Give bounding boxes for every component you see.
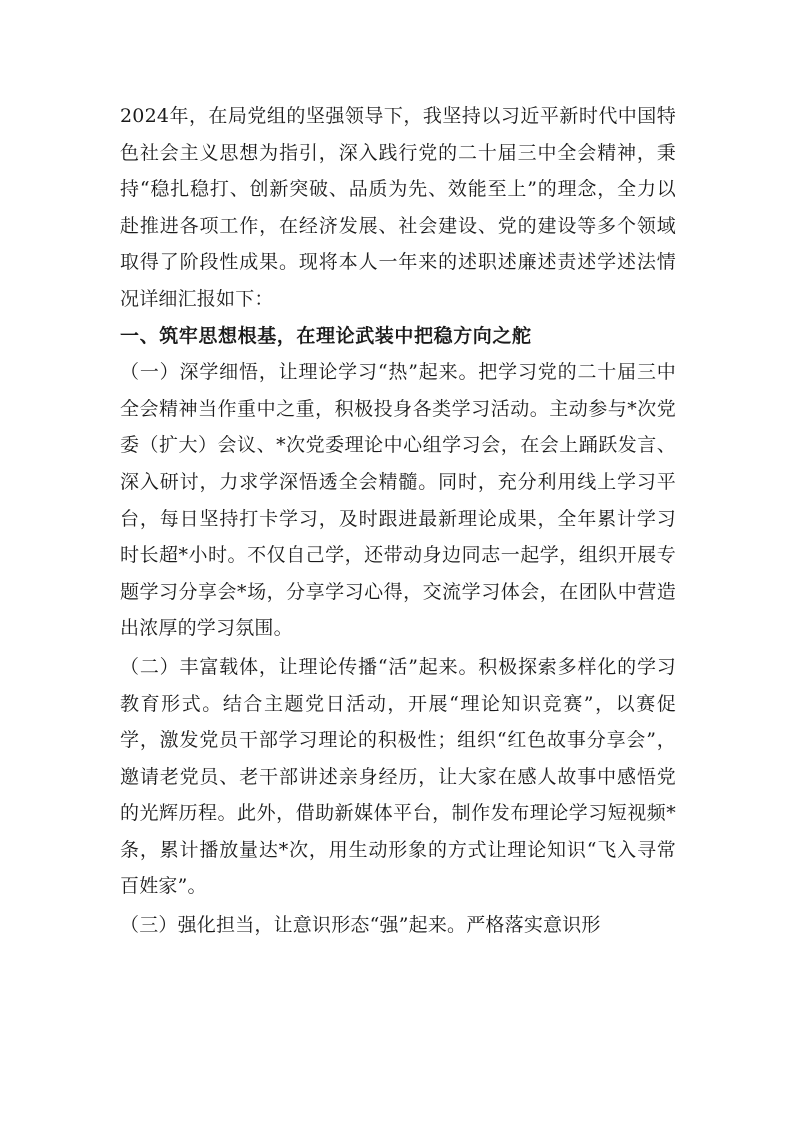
document-body [120,98,676,944]
intro-paragraph: 2024年，在局党组的坚强领导下，我坚持以习近平新时代中国特色社会主义思想为指引，深入践行党的二十届三中全会精神，秉持“稳扎稳打、创新突破、品质为先、效能至上”的理念，全力以赴推进各项工作，在经济发展、社会建设、党的建设等多个领域取得了阶段性成果。现将本人一年来的述职述廉述责述学述法情况详细汇报如下： [120,105,676,310]
subsection-paragraph-2: （二）丰富载体，让理论传播“活”起来。积极探索多样化的学习教育形式。结合主题党日活动，开展“理论知识竞赛”，以赛促学，激发党员干部学习理论的积极性；组织“红色故事分享会”，邀请老党员、老干部讲述亲身经历，让大家在感人故事中感悟党的光辉历程。此外，借助新媒体平台，制作发布理论学习短视频*条，累计播放量达*次，用生动形象的方式让理论知识“飞入寻常百姓家”。 [120,655,676,898]
section-heading-1: 一、筑牢思想根基，在理论武装中把稳方向之舵 [120,324,532,347]
subsection-paragraph-1: （一）深学细悟，让理论学习“热”起来。把学习党的二十届三中全会精神当作重中之重，积极投身各类学习活动。主动参与*次党委（扩大）会议、*次党委理论中心组学习会，在会上踊跃发言、深入研讨，力求学深悟透全会精髓。同时，充分利用线上学习平台，每日坚持打卡学习，及时跟进最新理论成果，全年累计学习时长超*小时。不仅自己学，还带动身边同志一起学，组织开展专题学习分享会*场，分享学习心得，交流学习体会，在团队中营造出浓厚的学习氛围。 [120,361,676,640]
subsection-paragraph-3: （三）强化担当，让意识形态“强”起来。严格落实意识形 [120,914,601,937]
